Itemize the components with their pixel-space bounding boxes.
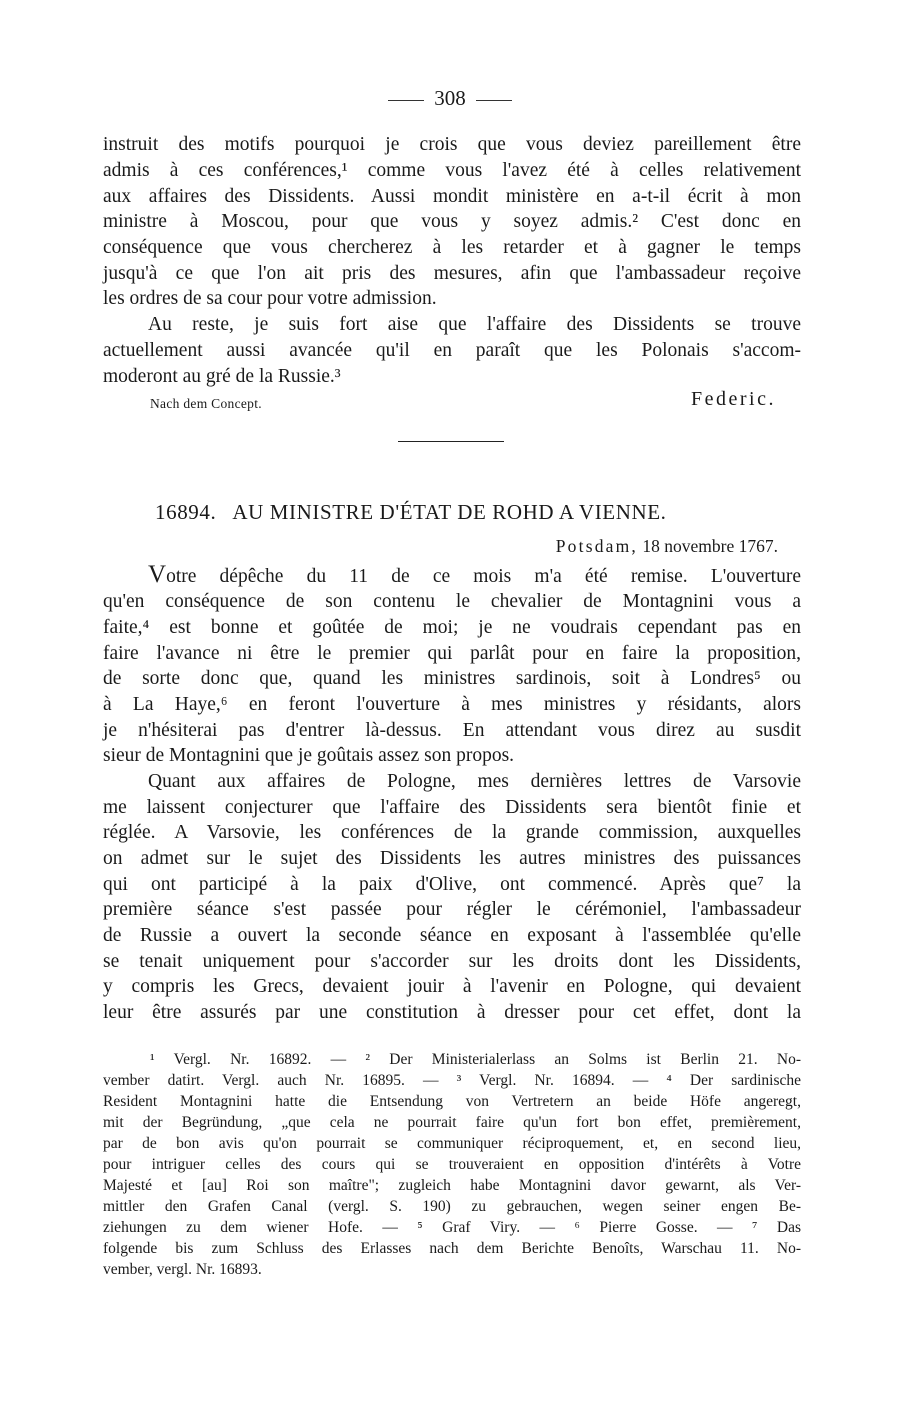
footnote-line: vember, vergl. Nr. 16893. [103, 1261, 262, 1278]
dateline-date: 18 novembre 1767. [642, 536, 778, 556]
body-line: faire l'avance ni être le premier qui parlât pour en faire la proposition, [103, 643, 801, 664]
body-line: faite,⁴ est bonne et goûtée de moi; je ne voudrais cependant pas en [103, 617, 801, 638]
footnote-line: Majesté et [au] Roi son maître"; zugleich habe Montagnini davor gewarnt, als Ver- [103, 1177, 801, 1194]
page-number-dash-right [476, 100, 512, 101]
body-line: me laissent conjecturer que l'affaire des Dissidents sera bientôt finie et [103, 797, 801, 818]
footnote-line: ziehungen zu dem wiener Hofe. — ⁵ Graf Viry. — ⁶ Pierre Gosse. — ⁷ Das [103, 1219, 801, 1236]
body-line: on admet sur le sujet des Dissidents les autres ministres des puissances [103, 848, 801, 869]
body-line: admis à ces conférences,¹ comme vous l'avez été à celles relativement [103, 160, 801, 181]
body-line: qui ont participé à la paix d'Olive, ont commencé. Après que⁷ la [103, 874, 801, 895]
footnote-line: mittler den Grafen Canal (vergl. S. 190) zu gebrauchen, wegen seiner engen Be- [103, 1198, 801, 1215]
body-line: réglée. A Varsovie, les conférences de la grande commission, auxquelles [103, 822, 801, 843]
footnote-line: vember datirt. Vergl. auch Nr. 16895. — ³ Vergl. Nr. 16894. — ⁴ Der sardinische [103, 1072, 801, 1089]
body-line: de Russie a ouvert la seconde séance en exposant à l'assemblée qu'elle [103, 925, 801, 946]
body-line: instruit des motifs pourquoi je crois que vous deviez pareillement être [103, 134, 801, 155]
footnote-line: par de bon avis qu'on pourrait se communiquer réciproquement, et, en second lieu, [103, 1135, 801, 1152]
body-line: qu'en conséquence de son contenu le chevalier de Montagnini vous a [103, 591, 801, 612]
page-number-text: 308 [434, 86, 466, 110]
body-line: conséquence que vous chercherez à les retarder et à gagner le temps [103, 237, 801, 258]
section-separator [398, 441, 504, 442]
letter-heading [155, 500, 667, 525]
footnote-line: ¹ Vergl. Nr. 16892. — ² Der Ministerialerlass an Solms ist Berlin 21. No- [150, 1051, 801, 1068]
body-line: jusqu'à ce que l'on ait pris des mesures, afin que l'ambassadeur reçoive [103, 263, 801, 284]
body-line-text: otre dépêche du 11 de ce mois m'a été remise. L'ouverture [166, 566, 801, 587]
footnote-line: Resident Montagnini hatte die Entsendung von Vertretern an beide Höfe angeregt, [103, 1093, 801, 1110]
dateline-place: Potsdam, [555, 536, 639, 556]
footnote-line: pour intriguer celles des cours qui se trouveraient en opposition d'intérêts à Votre [103, 1156, 801, 1173]
body-line: je n'hésiterai pas d'entrer là-dessus. En attendant vous direz au susdit [103, 720, 801, 741]
body-line: aux affaires des Dissidents. Aussi mondit ministère en a-t-il écrit à mon [103, 186, 801, 207]
body-line: y compris les Grecs, devaient jouir à l'avenir en Pologne, qui devaient [103, 976, 801, 997]
body-line: actuellement aussi avancée qu'il en paraît que les Polonais s'accom- [103, 340, 801, 361]
footnote-line: mit der Begründung, „que cela ne pourrait faire qu'un fort bon effet, premièrement, [103, 1114, 801, 1131]
body-line: les ordres de sa cour pour votre admission. [103, 288, 437, 309]
dropcap: V [148, 561, 167, 588]
dateline [0, 536, 778, 557]
body-line: ministre à Moscou, pour que vous y soyez admis.² C'est donc en [103, 211, 801, 232]
footnote-line: folgende bis zum Schluss des Erlasses nach dem Berichte Benoîts, Warschau 11. No- [103, 1240, 801, 1257]
body-line: de sorte donc que, quand les ministres sardinois, soit à Londres⁵ ou [103, 668, 801, 689]
body-line: Quant aux affaires de Pologne, mes dernières lettres de Varsovie [148, 771, 801, 792]
letter-title: AU MINISTRE D'ÉTAT DE ROHD A VIENNE. [232, 500, 667, 524]
body-line: moderont au gré de la Russie.³ [103, 366, 341, 387]
body-line [148, 562, 801, 588]
page-number [0, 86, 900, 111]
page-number-dash-left [388, 100, 424, 101]
signature: Federic. [691, 388, 776, 410]
letter-number: 16894. [155, 500, 217, 524]
body-line: Au reste, je suis fort aise que l'affaire des Dissidents se trouve [148, 314, 801, 335]
body-line: se tenait uniquement pour s'accorder sur les droits dont les Dissidents, [103, 951, 801, 972]
body-line: première séance s'est passée pour régler le cérémoniel, l'ambassadeur [103, 899, 801, 920]
body-line: leur être assurés par une constitution à dresser pour cet effet, dont la [103, 1002, 801, 1023]
body-line: à La Haye,⁶ en feront l'ouverture à mes ministres y résidants, alors [103, 694, 801, 715]
source-note: Nach dem Concept. [150, 396, 262, 411]
body-line: sieur de Montagnini que je goûtais assez son propos. [103, 745, 515, 766]
